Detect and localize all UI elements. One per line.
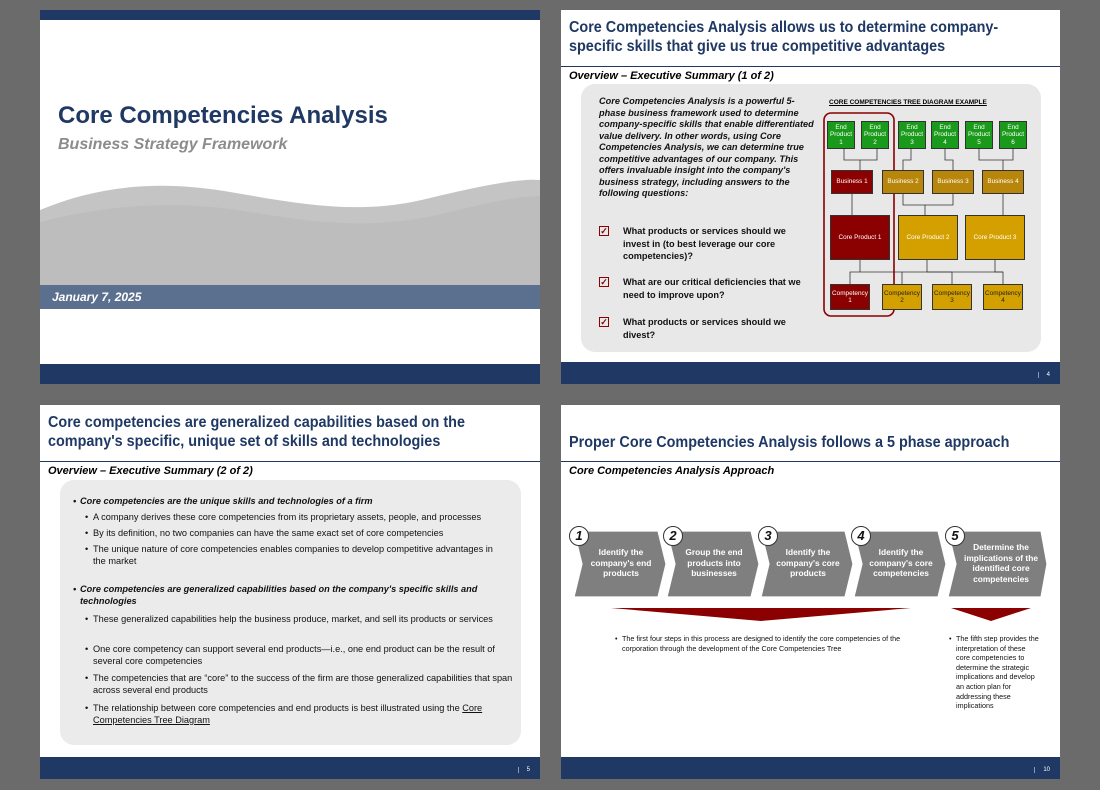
end-product-box: End Product 1 (827, 121, 855, 149)
tree-connectors (561, 10, 1060, 384)
slide-title: Proper Core Competencies Analysis follows a 5 phase approach (569, 434, 1010, 451)
slide-title: Core competencies are generalized capabilities based on the company's specific, unique set of skills and technologies (48, 414, 465, 450)
phase-chevrons (561, 405, 1060, 779)
bullet-level2: • The unique nature of core competencies enables companies to develop competitive advantages in the market (85, 544, 493, 566)
step-label: Group the end products into businesses (685, 547, 743, 578)
intro-text: Core Competencies Analysis is a powerful 5-phase business framework used to determine company-specific skills that enable differentiated value delivery. In other words, using Core Competencies Analysis, we can determine true competitive advantages of our company. This offers invaluable insight into the company's business strategy, including answers to the following questions: (599, 96, 814, 198)
footer-bar (561, 757, 1060, 779)
question-item: ✓ What products or services should we invest in (to best leverage our core competencies)? (600, 226, 786, 261)
slide-title: Core Competencies Analysis allows us to determine company-specific skills that give us true competitive advantages (569, 19, 999, 55)
slide-subhead: Overview – Executive Summary (2 of 2) (48, 465, 253, 477)
bullet-level2: • The relationship between core competencies and end products is best illustrated using the Core Competencies Tree Diagram (85, 703, 483, 725)
step-number: 5 (945, 526, 965, 546)
bullet-level2: • These generalized capabilities help the business produce, market, and sell its products or services (85, 614, 493, 624)
step-number: 4 (851, 526, 871, 546)
business-box: Business 1 (831, 170, 873, 194)
bullet-level1: • Core competencies are the unique skills and technologies of a firm (73, 496, 373, 506)
footer-bar (40, 757, 540, 779)
end-product-box: End Product 4 (931, 121, 959, 149)
page-number: 10 (1034, 767, 1050, 773)
bullet-level2: • The competencies that are “core” to the success of the firm are those generalized capabilities that span across several end products (85, 673, 513, 695)
slide-overview-2[interactable] (40, 405, 540, 779)
business-box: Business 3 (932, 170, 974, 194)
end-product-box: End Product 2 (861, 121, 889, 149)
business-box: Business 2 (882, 170, 924, 194)
checkbox-icon: ✓ (600, 277, 608, 287)
page-number: 4 (1038, 372, 1050, 378)
bullet-level1: • Core competencies are generalized capabilities based on the company's specific skills and technologies (73, 584, 478, 606)
core-product-box: Core Product 3 (965, 215, 1025, 260)
end-product-box: End Product 3 (898, 121, 926, 149)
step-number: 1 (569, 526, 589, 546)
note-left: • The first four steps in this process are designed to identify the core competencies of the corporation through the development of the Core Competencies Tree (615, 634, 901, 653)
tree-diagram-title: CORE COMPETENCIES TREE DIAGRAM EXAMPLE (829, 99, 987, 106)
core-product-box: Core Product 2 (898, 215, 958, 260)
tree-diagram-link[interactable]: Core Competencies Tree Diagram (93, 703, 483, 725)
end-product-box: End Product 6 (999, 121, 1027, 149)
step-number: 2 (663, 526, 683, 546)
presentation-subtitle: Business Strategy Framework (58, 136, 288, 153)
competency-box: Competency 3 (932, 284, 972, 310)
footer-bar (561, 362, 1060, 384)
competency-box: Competency 1 (830, 284, 870, 310)
step-number: 3 (758, 526, 778, 546)
end-product-box: End Product 5 (965, 121, 993, 149)
step-label: Determine the implications of the identified core competencies (964, 542, 1038, 584)
bullet-level2: • A company derives these core competencies from its proprietary assets, people, and processes (85, 512, 482, 522)
checkbox-icon: ✓ (600, 317, 608, 327)
business-box: Business 4 (982, 170, 1024, 194)
slide-overview-1[interactable] (561, 10, 1060, 384)
date-bar (40, 285, 540, 309)
step-label: Identify the company's core products (776, 547, 840, 578)
bottom-bar (40, 364, 540, 384)
slide-subhead: Overview – Executive Summary (1 of 2) (569, 70, 774, 82)
bullet-level2: • One core competency can support several end products—i.e., one end product can be the result of several core competencies (85, 644, 495, 666)
core-product-box: Core Product 1 (830, 215, 890, 260)
top-bar (40, 10, 540, 20)
slide-subhead: Core Competencies Analysis Approach (569, 465, 775, 477)
question-item: ✓ What products or services should we divest? (600, 317, 786, 340)
presentation-title: Core Competencies Analysis (58, 102, 388, 129)
step-label: Identify the company's core competencies (869, 547, 933, 578)
wave-graphic (40, 160, 540, 290)
competency-box: Competency 2 (882, 284, 922, 310)
presentation-date: January 7, 2025 (52, 290, 142, 304)
page-number: 5 (518, 767, 530, 773)
question-item: ✓ What are our critical deficiencies that we need to improve upon? (600, 277, 801, 300)
checkbox-icon: ✓ (600, 226, 608, 236)
slide-approach[interactable] (561, 405, 1060, 779)
title-rule (40, 461, 540, 462)
competency-box: Competency 4 (983, 284, 1023, 310)
note-right: • The fifth step provides the interpretation of these core competencies to determine the strategic implications and develop an action plan for addressing these implications (949, 634, 1039, 711)
slide-title-page[interactable] (40, 10, 540, 384)
bullet-level2: • By its definition, no two companies can have the same exact set of core competencies (85, 528, 444, 538)
step-label: Identify the company's end products (590, 547, 652, 578)
